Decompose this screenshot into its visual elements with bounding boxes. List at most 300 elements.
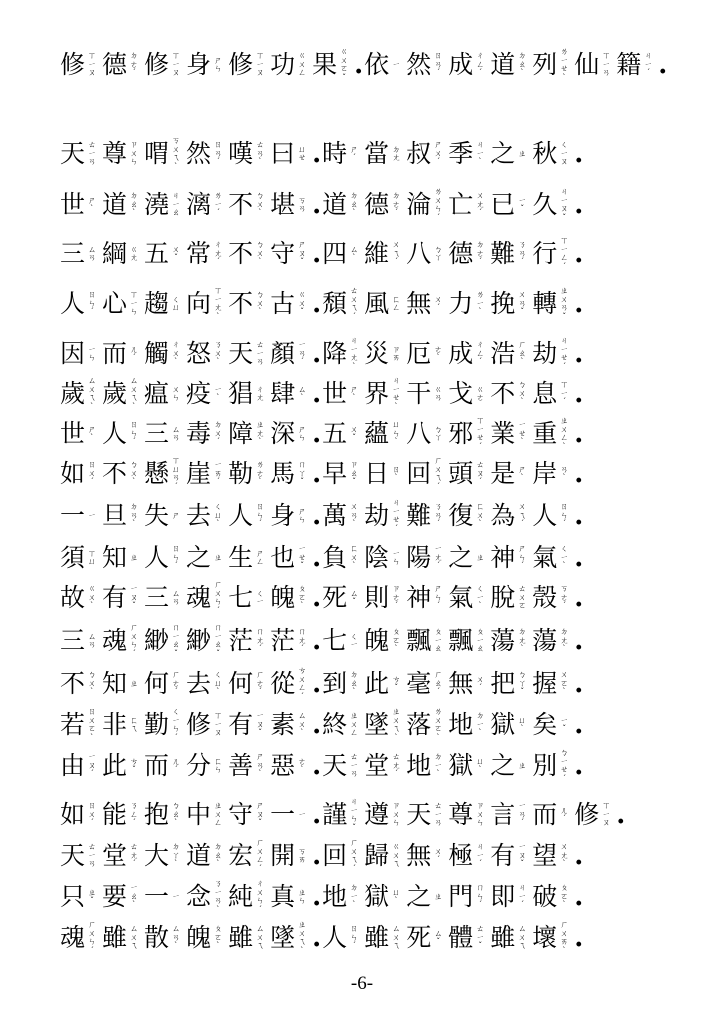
- zhuyin-annotation: ㄅ ㄠ ˋ: [172, 801, 181, 828]
- hanzi-character: 列: [532, 50, 558, 79]
- zhuyin-annotation: ㄧ ㄣ: [392, 548, 401, 566]
- zhuyin-annotation: ㄗ ㄨ ㄣ: [476, 801, 485, 828]
- zhuyin-annotation: ㄨ ˊ: [434, 294, 443, 312]
- hanzi-character: 障: [228, 419, 254, 448]
- character-cell: [144, 45, 186, 85]
- character-cell: [60, 877, 102, 917]
- character-cell: [60, 795, 102, 835]
- hanzi-character: 久: [532, 190, 558, 219]
- verse-line: [60, 918, 660, 958]
- punctuation-mark: .: [574, 419, 584, 449]
- character-cell: [406, 496, 448, 536]
- zhuyin-annotation: ㄅ ㄧ ㄝ ˊ: [560, 748, 569, 783]
- punctuation-mark: .: [312, 419, 322, 449]
- character-cell: [228, 334, 270, 374]
- zhuyin-annotation: ㄌ ㄧ ˊ: [214, 191, 223, 218]
- character-cell: [322, 185, 364, 225]
- hanzi-character: 喟: [144, 139, 170, 168]
- hanzi-character: 只: [60, 882, 86, 911]
- zhuyin-annotation: ㄔ ㄥ ˊ: [476, 51, 485, 78]
- character-cell: [270, 877, 312, 917]
- character-cell: [448, 918, 490, 958]
- character-cell: [364, 705, 406, 745]
- punctuation-mark: .: [574, 543, 584, 573]
- zhuyin-annotation: ㄌ ㄧ ㄝ ˋ: [560, 47, 569, 82]
- zhuyin-annotation: ㄕ ㄢ ˋ: [256, 752, 265, 779]
- zhuyin-annotation: ㄧ ㄞ ˊ: [214, 460, 223, 487]
- hanzi-character: 言: [490, 800, 516, 829]
- character-cell: [490, 496, 532, 536]
- hanzi-character: 道: [490, 50, 516, 79]
- hanzi-character: 道: [322, 190, 348, 219]
- character-cell: [60, 836, 102, 876]
- character-cell: [186, 621, 228, 661]
- hanzi-character: 去: [186, 669, 212, 698]
- hanzi-character: 終: [322, 710, 348, 739]
- zhuyin-annotation: ㄊ ㄤ ˊ: [130, 842, 139, 869]
- zhuyin-annotation: ㄨ ㄢ ˋ: [350, 502, 359, 529]
- hanzi-character: 善: [228, 751, 254, 780]
- character-cell: [364, 664, 406, 704]
- hanzi-character: 果: [312, 50, 338, 79]
- character-cell: [186, 334, 228, 374]
- hanzi-character: 重: [532, 419, 558, 448]
- zhuyin-annotation: ㄖ ㄣ ˊ: [560, 502, 569, 529]
- character-cell: [102, 538, 144, 578]
- hanzi-character: 世: [60, 190, 86, 219]
- character-cell: [406, 234, 448, 274]
- zhuyin-annotation: ㄅ ㄨ ˋ: [256, 290, 265, 317]
- zhuyin-annotation: ㄆ ㄛ ˋ: [392, 627, 401, 654]
- verse-line: [60, 746, 660, 786]
- character-cell: [322, 918, 364, 958]
- character-cell: [364, 836, 406, 876]
- character-cell: [270, 578, 312, 618]
- punctuation-mark: .: [312, 289, 322, 319]
- hanzi-character: 不: [228, 239, 254, 268]
- character-cell: [490, 284, 532, 324]
- zhuyin-annotation: ㄙ ㄢ: [88, 244, 97, 262]
- hanzi-character: 道: [102, 190, 128, 219]
- zhuyin-annotation: ㄊ ㄧ ㄢ: [350, 752, 359, 779]
- hanzi-character: 人: [322, 923, 348, 952]
- character-cell: [102, 795, 144, 835]
- hanzi-character: 曰: [270, 139, 296, 168]
- hanzi-character: 氣: [448, 583, 474, 612]
- character-cell: [144, 877, 186, 917]
- zhuyin-annotation: ㄕ ㄡ ˇ: [256, 801, 265, 828]
- zhuyin-annotation: ㄐ ㄧ ㄤ ˋ: [350, 336, 359, 371]
- character-cell: [490, 746, 532, 786]
- zhuyin-annotation: ㄕ ㄣ ˊ: [518, 544, 527, 571]
- hanzi-character: 人: [144, 543, 170, 572]
- hanzi-character: 界: [364, 379, 390, 408]
- character-cell: [322, 795, 364, 835]
- hanzi-character: 尊: [448, 800, 474, 829]
- zhuyin-annotation: ㄏ ㄨ ㄣ ˊ: [88, 920, 97, 955]
- zhuyin-annotation: ㄧ ˋ: [214, 384, 223, 402]
- character-cell: [144, 185, 186, 225]
- zhuyin-annotation: ㄉ ㄤ ˋ: [560, 627, 569, 654]
- zhuyin-annotation: ㄗ ㄠ ˇ: [350, 460, 359, 487]
- hanzi-character: 天: [60, 139, 86, 168]
- hanzi-character: 此: [364, 669, 390, 698]
- character-cell: [144, 374, 186, 414]
- hanzi-character: 堂: [102, 841, 128, 870]
- zhuyin-annotation: ㄨ ㄤ ˊ: [476, 191, 485, 218]
- character-cell: [270, 374, 312, 414]
- character-cell: [102, 454, 144, 494]
- hanzi-character: 茫: [270, 626, 296, 655]
- hanzi-character: 真: [270, 882, 296, 911]
- zhuyin-annotation: ㄋ ㄧ ㄢ ˋ: [214, 879, 223, 914]
- hanzi-character: 有: [490, 841, 516, 870]
- zhuyin-annotation: ㄙ ㄨ ㄟ ˋ: [130, 376, 139, 411]
- punctuation-mark: .: [354, 50, 364, 80]
- zhuyin-annotation: ㄓ ㄨ ㄥ: [350, 711, 359, 738]
- zhuyin-annotation: ㄑ ㄧ: [350, 631, 359, 649]
- hanzi-character: 日: [364, 459, 390, 488]
- hanzi-character: 魂: [102, 626, 128, 655]
- hanzi-character: 業: [490, 419, 516, 448]
- character-cell: [270, 284, 312, 324]
- character-cell: [60, 578, 102, 618]
- character-cell: [490, 578, 532, 618]
- hanzi-character: 挽: [490, 289, 516, 318]
- character-cell: [228, 414, 270, 454]
- character-cell: [490, 918, 532, 958]
- character-cell: [102, 746, 144, 786]
- hanzi-character: 須: [60, 543, 86, 572]
- hanzi-character: 人: [532, 501, 558, 530]
- zhuyin-annotation: ㄏ ㄠ ˋ: [518, 340, 527, 367]
- hanzi-character: 籍: [616, 50, 642, 79]
- zhuyin-annotation: ㄉ ㄧ ˋ: [434, 752, 443, 779]
- hanzi-character: 茫: [228, 626, 254, 655]
- zhuyin-annotation: ㄨ ˊ: [476, 674, 485, 692]
- character-cell: [270, 705, 312, 745]
- zhuyin-annotation: ㄖ ㄣ ˊ: [256, 502, 265, 529]
- hanzi-character: 天: [228, 339, 254, 368]
- character-cell: [186, 877, 228, 917]
- hanzi-character: 懸: [144, 459, 170, 488]
- hanzi-character: 世: [322, 379, 348, 408]
- character-cell: [228, 664, 270, 704]
- zhuyin-annotation: ㄅ ㄚ: [434, 424, 443, 442]
- character-cell: [448, 621, 490, 661]
- character-cell: [228, 185, 270, 225]
- hanzi-character: 壞: [532, 923, 558, 952]
- hanzi-character: 修: [228, 50, 254, 79]
- hanzi-character: 當: [364, 139, 390, 168]
- hanzi-character: 歲: [102, 379, 128, 408]
- character-cell: [102, 45, 144, 85]
- character-cell: [60, 705, 102, 745]
- zhuyin-annotation: ㄈ ㄟ: [130, 715, 139, 733]
- zhuyin-annotation: ㄊ ㄨ ㄟ ˊ: [350, 286, 359, 321]
- character-cell: [364, 234, 406, 274]
- verse-line: [60, 134, 660, 174]
- zhuyin-annotation: ㄉ ㄤ: [392, 144, 401, 162]
- hanzi-character: 回: [322, 841, 348, 870]
- character-cell: [186, 45, 228, 85]
- punctuation-mark: .: [312, 379, 322, 409]
- hanzi-character: 蘊: [364, 419, 390, 448]
- punctuation-mark: .: [616, 800, 626, 830]
- zhuyin-annotation: ㄙ ㄨ ㄟ: [130, 924, 139, 951]
- zhuyin-annotation: ㄨ ˊ: [434, 846, 443, 864]
- punctuation-mark: .: [312, 710, 322, 740]
- zhuyin-annotation: ㄐ ㄧ ˊ: [476, 842, 485, 869]
- character-cell: [60, 918, 102, 958]
- character-cell: [406, 284, 448, 324]
- zhuyin-annotation: ㄒ ㄧ ㄡ: [172, 51, 181, 78]
- character-cell: [364, 414, 406, 454]
- zhuyin-annotation: ㄌ ㄨ ㄣ ˊ: [434, 187, 443, 222]
- hanzi-character: 從: [270, 669, 296, 698]
- hanzi-character: 魄: [186, 923, 212, 952]
- hanzi-character: 德: [364, 190, 390, 219]
- character-cell: [228, 746, 270, 786]
- character-cell: [102, 705, 144, 745]
- character-cell: [532, 284, 574, 324]
- zhuyin-annotation: ㄅ ㄨ ˋ: [518, 380, 527, 407]
- hanzi-character: 即: [490, 882, 516, 911]
- hanzi-character: 此: [102, 751, 128, 780]
- character-cell: [312, 45, 354, 85]
- zhuyin-annotation: ㄗ ㄨ ㄣ: [130, 140, 139, 167]
- zhuyin-annotation: ㄕ: [172, 510, 181, 520]
- character-cell: [144, 538, 186, 578]
- punctuation-mark: .: [312, 339, 322, 369]
- character-cell: [406, 185, 448, 225]
- character-cell: [532, 374, 574, 414]
- character-cell: [102, 374, 144, 414]
- zhuyin-annotation: ㄧ: [298, 809, 307, 819]
- hanzi-character: 向: [186, 289, 212, 318]
- hanzi-character: 頭: [448, 459, 474, 488]
- hanzi-character: 漓: [186, 190, 212, 219]
- character-cell: [144, 414, 186, 454]
- hanzi-character: 雖: [102, 923, 128, 952]
- hanzi-character: 為: [490, 501, 516, 530]
- hanzi-character: 何: [228, 669, 254, 698]
- character-cell: [490, 414, 532, 454]
- character-cell: [144, 836, 186, 876]
- zhuyin-annotation: ㄓ ㄣ: [298, 887, 307, 905]
- hanzi-character: 魄: [364, 626, 390, 655]
- punctuation-mark: .: [574, 139, 584, 169]
- hanzi-character: 一: [60, 501, 86, 530]
- zhuyin-annotation: ㄈ ㄣ: [214, 756, 223, 774]
- hanzi-character: 觸: [144, 339, 170, 368]
- zhuyin-annotation: ㄧ ㄢ ˊ: [518, 801, 527, 828]
- hanzi-character: 有: [102, 583, 128, 612]
- zhuyin-annotation: ㄎ ㄞ: [298, 846, 307, 864]
- character-cell: [322, 454, 364, 494]
- verse-line: [60, 185, 660, 225]
- character-cell: [448, 795, 490, 835]
- hanzi-character: 要: [102, 882, 128, 911]
- character-cell: [270, 538, 312, 578]
- hanzi-character: 散: [144, 923, 170, 952]
- zhuyin-annotation: ㄏ ㄠ ˊ: [434, 670, 443, 697]
- zhuyin-annotation: ㄙ ˋ: [350, 244, 359, 262]
- character-cell: [322, 234, 364, 274]
- hanzi-character: 天: [60, 841, 86, 870]
- zhuyin-annotation: ㄉ ㄨ ˊ: [214, 420, 223, 447]
- hanzi-character: 不: [228, 289, 254, 318]
- verse-line: [60, 705, 660, 745]
- hanzi-character: 之: [490, 751, 516, 780]
- hanzi-character: 故: [60, 583, 86, 612]
- hanzi-character: 魄: [270, 583, 296, 612]
- zhuyin-annotation: ㄕ ˋ: [518, 464, 527, 482]
- hanzi-character: 因: [60, 339, 86, 368]
- character-cell: [228, 45, 270, 85]
- character-cell: [270, 414, 312, 454]
- character-cell: [490, 795, 532, 835]
- zhuyin-annotation: ㄨ ㄟ ˊ: [518, 502, 527, 529]
- character-cell: [228, 836, 270, 876]
- hanzi-character: 戈: [448, 379, 474, 408]
- character-cell: [448, 496, 490, 536]
- character-cell: [60, 334, 102, 374]
- character-cell: [490, 538, 532, 578]
- character-cell: [532, 45, 574, 85]
- character-cell: [144, 284, 186, 324]
- zhuyin-annotation: ㄆ ㄛ ˋ: [560, 883, 569, 910]
- hanzi-character: 則: [364, 583, 390, 612]
- zhuyin-annotation: ㄏ ㄜ ˊ: [172, 670, 181, 697]
- hanzi-character: 能: [102, 800, 128, 829]
- zhuyin-annotation: ㄐ ㄧ ㄝ ˊ: [560, 336, 569, 371]
- zhuyin-annotation: ㄉ ㄠ ˋ: [518, 51, 527, 78]
- zhuyin-annotation: ㄧ: [172, 891, 181, 901]
- character-cell: [144, 454, 186, 494]
- zhuyin-annotation: ㄨ ㄛ ˋ: [560, 670, 569, 697]
- character-cell: [322, 621, 364, 661]
- character-cell: [322, 374, 364, 414]
- character-cell: [490, 836, 532, 876]
- hanzi-character: 三: [60, 239, 86, 268]
- zhuyin-annotation: ㄔ ㄨ ㄣ ˊ: [256, 879, 265, 914]
- hanzi-character: 修: [60, 50, 86, 79]
- hanzi-character: 浩: [490, 339, 516, 368]
- character-cell: [448, 134, 490, 174]
- hanzi-character: 不: [228, 190, 254, 219]
- hanzi-character: 勤: [144, 710, 170, 739]
- character-cell: [322, 836, 364, 876]
- zhuyin-annotation: ㄒ ㄩ: [88, 548, 97, 566]
- zhuyin-annotation: ㄨ ˇ: [350, 424, 359, 442]
- hanzi-character: 七: [322, 626, 348, 655]
- character-cell: [102, 414, 144, 454]
- hanzi-character: 地: [322, 882, 348, 911]
- character-cell: [532, 578, 574, 618]
- hanzi-character: 劫: [532, 339, 558, 368]
- zhuyin-annotation: ㄕ ˋ: [88, 195, 97, 213]
- character-cell: [60, 414, 102, 454]
- zhuyin-annotation: ㄙ ㄨ ㄟ: [256, 924, 265, 951]
- character-cell: [144, 621, 186, 661]
- character-cell: [270, 454, 312, 494]
- zhuyin-annotation: ㄐ ㄧ ㄡ ˇ: [560, 187, 569, 222]
- hanzi-character: 惡: [270, 751, 296, 780]
- character-cell: [186, 705, 228, 745]
- zhuyin-annotation: ㄔ ㄤ ˊ: [214, 240, 223, 267]
- character-cell: [532, 234, 574, 274]
- zhuyin-annotation: ㄔ ㄥ ˊ: [476, 340, 485, 367]
- zhuyin-annotation: ㄉ ㄢ ˋ: [130, 502, 139, 529]
- character-cell: [270, 918, 312, 958]
- hanzi-character: 肆: [270, 379, 296, 408]
- zhuyin-annotation: ㄈ ㄨ ˋ: [350, 544, 359, 571]
- character-cell: [60, 496, 102, 536]
- verse-line: [60, 877, 660, 917]
- hanzi-character: 天: [322, 751, 348, 780]
- zhuyin-annotation: ㄐ ㄧ ㄝ ˋ: [392, 376, 401, 411]
- hanzi-character: 生: [228, 543, 254, 572]
- punctuation-mark: .: [574, 710, 584, 740]
- hanzi-character: 守: [228, 800, 254, 829]
- hanzi-character: 四: [322, 239, 348, 268]
- zhuyin-annotation: ㄨ ㄟ ˊ: [392, 240, 401, 267]
- hanzi-character: 毫: [406, 669, 432, 698]
- character-cell: [532, 836, 574, 876]
- zhuyin-annotation: ㄒ ㄩ ㄢ ˊ: [172, 456, 181, 491]
- hanzi-character: 身: [270, 501, 296, 530]
- verse-line: [60, 45, 668, 85]
- zhuyin-annotation: ㄎ ㄜ ˊ: [560, 584, 569, 611]
- character-cell: [228, 496, 270, 536]
- character-cell: [102, 664, 144, 704]
- character-cell: [322, 705, 364, 745]
- hanzi-character: 不: [102, 459, 128, 488]
- character-cell: [406, 836, 448, 876]
- zhuyin-annotation: ㄩ ˋ: [518, 715, 527, 733]
- zhuyin-annotation: ㄕ ㄣ: [298, 506, 307, 524]
- verse-line: [60, 454, 660, 494]
- hanzi-character: 三: [60, 626, 86, 655]
- hanzi-character: 修: [186, 710, 212, 739]
- hanzi-character: 雖: [364, 923, 390, 952]
- hanzi-character: 復: [448, 501, 474, 530]
- hanzi-character: 到: [322, 669, 348, 698]
- zhuyin-annotation: ㄊ ㄨ ㄛ: [518, 584, 527, 611]
- character-cell: [144, 918, 186, 958]
- hanzi-character: 蕩: [532, 626, 558, 655]
- hanzi-character: 秋: [532, 139, 558, 168]
- character-cell: [406, 538, 448, 578]
- character-cell: [60, 234, 102, 274]
- zhuyin-annotation: ㄧ ㄝ ˋ: [518, 420, 527, 447]
- character-cell: [448, 705, 490, 745]
- hanzi-character: 雖: [228, 923, 254, 952]
- zhuyin-annotation: ㄙ ㄢ: [172, 588, 181, 606]
- zhuyin-annotation: ㄅ ㄚ ˇ: [518, 670, 527, 697]
- character-cell: [448, 538, 490, 578]
- zhuyin-annotation: ㄍ ㄜ: [476, 384, 485, 402]
- zhuyin-annotation: ㄍ ㄤ: [130, 244, 139, 262]
- hanzi-character: 門: [448, 882, 474, 911]
- hanzi-character: 三: [144, 583, 170, 612]
- character-cell: [270, 664, 312, 704]
- character-cell: [364, 538, 406, 578]
- zhuyin-annotation: ㄋ ㄨ ˋ: [214, 340, 223, 367]
- zhuyin-annotation: ㄒ ㄧ ㄡ: [214, 711, 223, 738]
- hanzi-character: 人: [102, 419, 128, 448]
